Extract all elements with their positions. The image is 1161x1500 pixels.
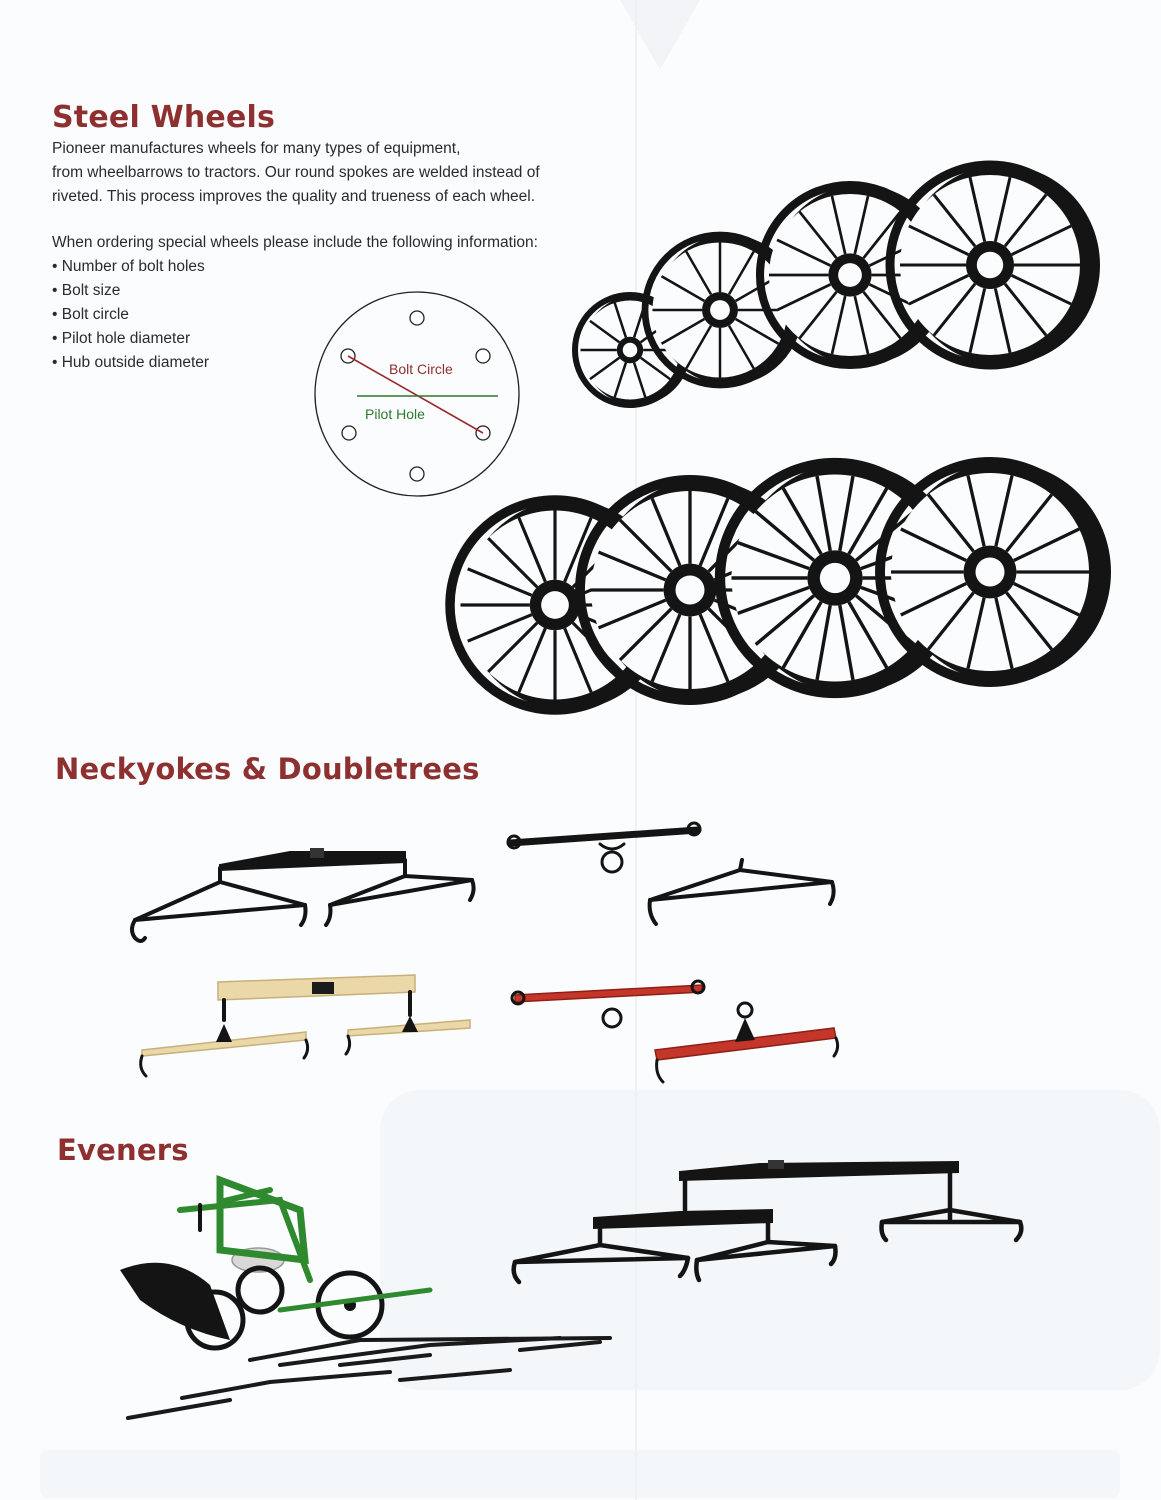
bolt-circle-label: Bolt Circle	[389, 361, 453, 377]
four-horse-evener	[514, 1160, 1022, 1282]
intro-line: Pioneer manufactures wheels for many types of equipment,	[52, 140, 461, 157]
doubletree-black	[132, 848, 474, 941]
neckyoke-red	[512, 981, 704, 1027]
steel-wheel	[890, 165, 1100, 365]
ordering-instructions: When ordering special wheels please include the following information:	[52, 234, 538, 251]
steel-wheels-heading: Steel Wheels	[52, 100, 276, 135]
singletree-black	[650, 860, 834, 924]
wheel-group-bottom	[450, 458, 1111, 710]
neckyokes-heading: Neckyokes & Doubletrees	[55, 752, 480, 786]
pilot-hole-label: Pilot Hole	[365, 406, 425, 422]
ordering-list-item: • Pilot hole diameter	[52, 327, 592, 351]
intro-line: from wheelbarrows to tractors. Our round spokes are welded instead of	[52, 164, 540, 181]
riding-plow	[120, 1180, 430, 1348]
doubletree-wood	[141, 975, 470, 1076]
intro-line: riveted. This process improves the quality and trueness of each wheel.	[52, 188, 536, 205]
ordering-list-item: • Bolt circle	[52, 303, 592, 327]
neckyokes-illustration	[120, 810, 860, 1090]
wheel-group-top	[575, 165, 1100, 405]
neckyoke-black	[508, 823, 700, 872]
plow-evener-set	[128, 1338, 610, 1418]
eveners-illustration	[100, 1150, 1040, 1450]
ordering-list-item: • Hub outside diameter	[52, 351, 592, 375]
singletree-red	[655, 1003, 838, 1082]
steel-wheel	[876, 458, 1111, 686]
ordering-list-item: • Number of bolt holes	[52, 255, 592, 279]
ordering-list-item: • Bolt size	[52, 279, 592, 303]
eveners-heading: Eveners	[57, 1133, 189, 1167]
